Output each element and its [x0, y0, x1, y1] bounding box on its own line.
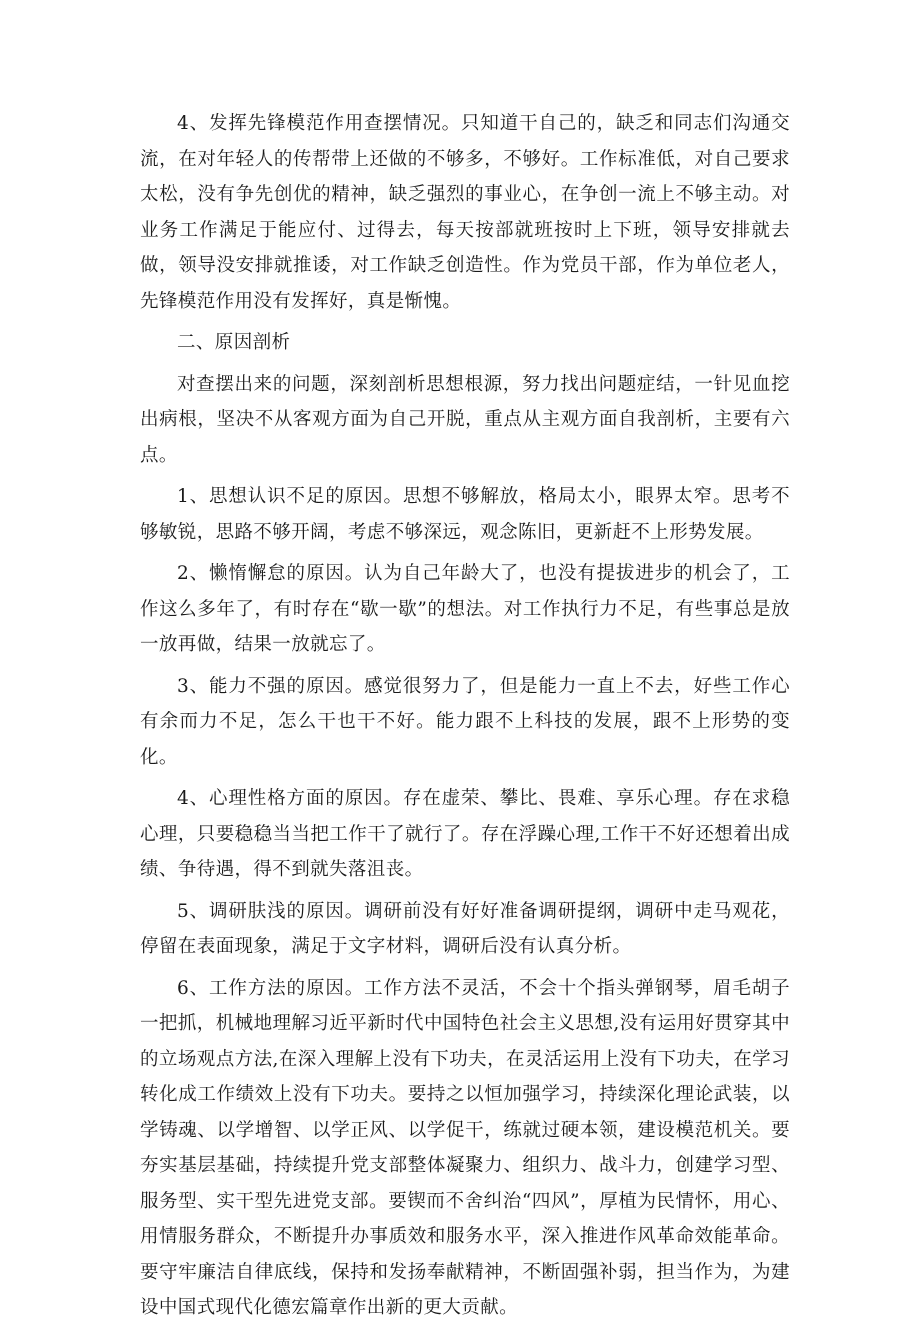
paragraph-cause-4: 4、心理性格方面的原因。存在虚荣、攀比、畏难、享乐心理。存在求稳心理，只要稳稳当当把工作干了就行了。存在浮躁心理,工作干不好还想着出成绩、争待遇，得不到就失落沮丧。: [140, 788, 790, 880]
section-heading-cause-analysis: 二、原因剖析: [177, 332, 291, 353]
paragraph-cause-intro: 对查摆出来的问题，深刻剖析思想根源，努力找出问题症结，一针见血挖出病根，坚决不从客观方面为自己开脱，重点从主观方面自我剖析，主要有六点。: [140, 373, 790, 466]
paragraph-vanguard-role: 4、发挥先锋模范作用查摆情况。只知道干自己的，缺乏和同志们沟通交流，在对年轻人的传帮带上还做的不够多，不够好。工作标准低，对自己要求太松，没有争先创优的精神，缺乏强烈的事业心，在争创一流上不够主动。对业务工作满足于能应付、过得去，每天按部就班按时上下班，领导安排就去做，领导没安排就推诿，对工作缺乏创造性。作为党员干部，作为单位老人，先锋模范作用没有发挥好，真是惭愧。: [140, 113, 790, 312]
paragraph-cause-3: 3、能力不强的原因。感觉很努力了，但是能力一直上不去，好些工作心有余而力不足，怎么干也干不好。能力跟不上科技的发展，跟不上形势的变化。: [140, 675, 790, 768]
paragraph-cause-6: 6、工作方法的原因。工作方法不灵活，不会十个指头弹钢琴，眉毛胡子一把抓，机械地理解习近平新时代中国特色社会主义思想,没有运用好贯穿其中的立场观点方法,在深入理解上没有下功夫，在灵活运用上没有下功夫，在学习转化成工作绩效上没有下功夫。要持之以恒加强学习，持续深化理论武装，以学铸魂、以学增智、以学正风、以学促干，练就过硬本领，建设模范机关。要夯实基层基础，持续提升党支部整体凝聚力、组织力、战斗力，创建学习型、服务型、实干型先进党支部。要锲而不舍纠治“四风”，厚植为民情怀，用心、用情服务群众，不断提升办事质效和服务水平，深入推进作风革命效能革命。要守牢廉洁自律底线，保持和发扬奉献精神，不断固强补弱，担当作为，为建设中国式现代化德宏篇章作出新的更大贡献。: [140, 977, 790, 1318]
paragraph-cause-5: 5、调研肤浅的原因。调研前没有好好准备调研提纲，调研中走马观花，停留在表面现象，满足于文字材料，调研后没有认真分析。: [140, 900, 790, 957]
paragraph-cause-1: 1、思想认识不足的原因。思想不够解放，格局太小，眼界太窄。思考不够敏锐，思路不够开阔，考虑不够深远，观念陈旧，更新赶不上形势发展。: [140, 486, 790, 543]
document-body: [140, 106, 790, 1332]
paragraph-cause-2: 2、懒惰懈怠的原因。认为自己年龄大了，也没有提拔进步的机会了，工作这么多年了，有时存在“歇一歇”的想法。对工作执行力不足，有些事总是放一放再做，结果一放就忘了。: [140, 563, 790, 655]
